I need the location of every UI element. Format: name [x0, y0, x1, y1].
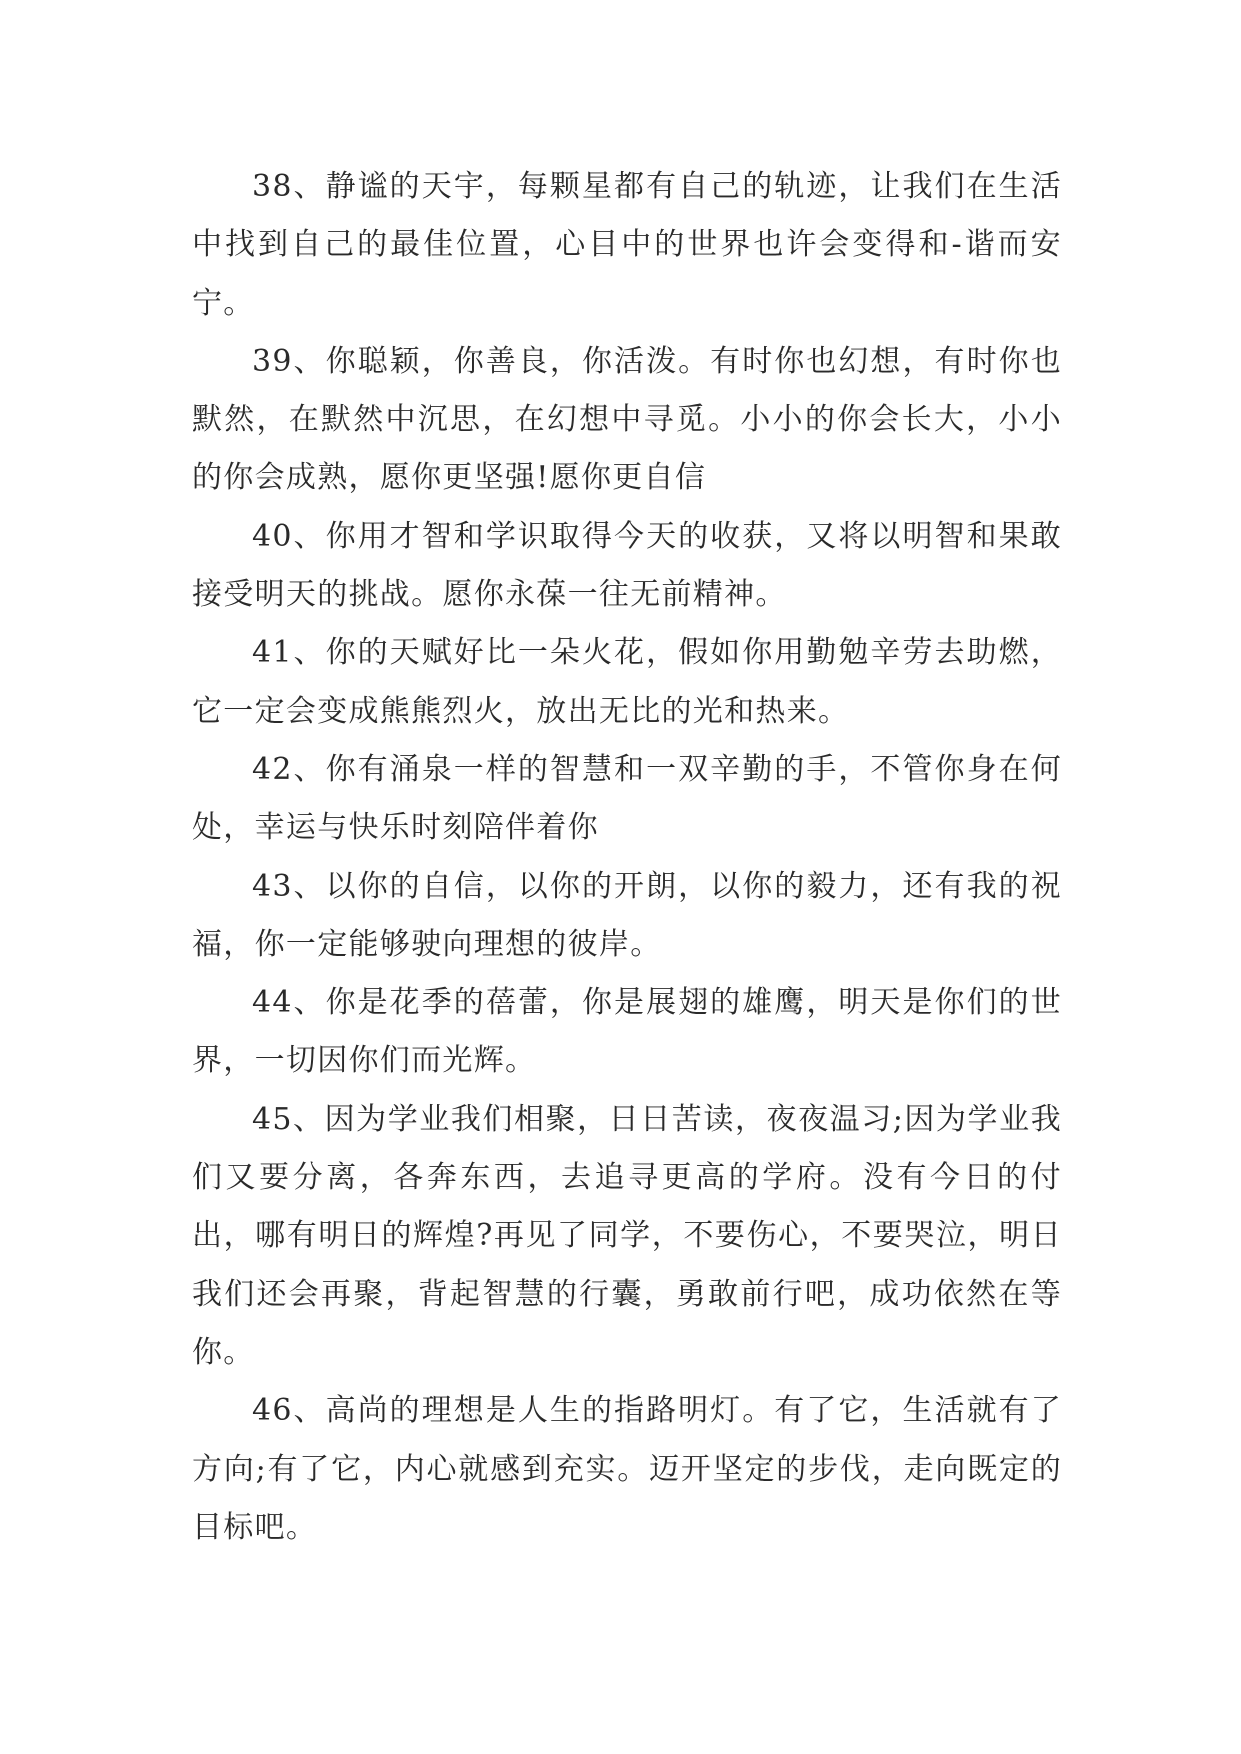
paragraph-38: 38、静谧的天宇，每颗星都有自己的轨迹，让我们在生活中找到自己的最佳位置，心目中的世界也许会变得和-谐而安宁。 — [192, 169, 1062, 321]
paragraph-39: 39、你聪颖，你善良，你活泼。有时你也幻想，有时你也默然，在默然中沉思，在幻想中寻觅。小小的你会长大，小小的你会成熟，愿你更坚强!愿你更自信 — [192, 343, 1062, 496]
paragraph-44: 44、你是花季的蓓蕾，你是展翅的雄鹰，明天是你们的世界，一切因你们而光辉。 — [192, 985, 1062, 1079]
paragraph-45: 45、因为学业我们相聚，日日苦读，夜夜温习;因为学业我们又要分离，各奔东西，去追寻更高的学府。没有今日的付出，哪有明日的辉煌?再见了同学，不要伤心，不要哭泣，明日我们还会再聚，背起智慧的行囊，勇敢前行吧，成功依然在等你。 — [192, 1101, 1062, 1370]
paragraph-43: 43、以你的自信，以你的开朗，以你的毅力，还有我的祝福，你一定能够驶向理想的彼岸。 — [192, 868, 1062, 962]
paragraph-46: 46、高尚的理想是人生的指路明灯。有了它，生活就有了方向;有了它，内心就感到充实。迈开坚定的步伐，走向既定的目标吧。 — [192, 1393, 1062, 1545]
paragraph-42: 42、你有涌泉一样的智慧和一双辛勤的手，不管你身在何处，幸运与快乐时刻陪伴着你 — [192, 751, 1062, 846]
paragraph-40: 40、你用才智和学识取得今天的收获，又将以明智和果敢接受明天的挑战。愿你永葆一往无前精神。 — [192, 518, 1062, 613]
document-body — [192, 158, 1062, 1557]
paragraph-41: 41、你的天赋好比一朵火花，假如你用勤勉辛劳去助燃，它一定会变成熊熊烈火，放出无比的光和热来。 — [192, 635, 1062, 729]
